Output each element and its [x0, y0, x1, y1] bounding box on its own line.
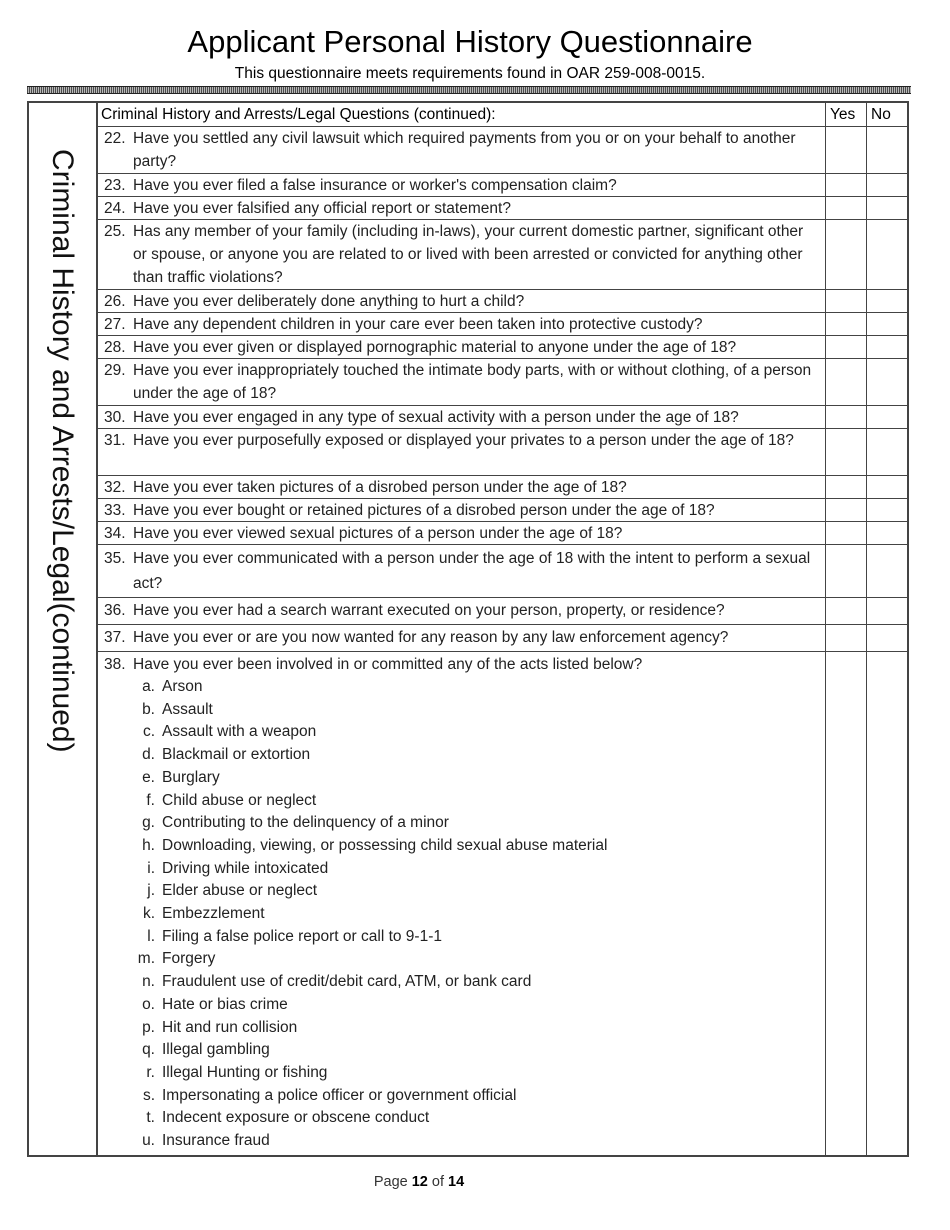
- question-text: Have you ever bought or retained pictures of a disrobed person under the age of 18?: [133, 502, 715, 519]
- acts-list: [104, 676, 818, 1153]
- list-item: g. Contributing to the delinquency of a minor: [142, 814, 449, 832]
- question-number: 36.: [104, 602, 126, 619]
- list-item: i. Driving while intoxicated: [147, 859, 329, 877]
- list-item: c. Assault with a weapon: [142, 723, 317, 741]
- yes-column-header: Yes: [830, 106, 856, 123]
- question-number: 22.: [104, 130, 126, 147]
- question-row-28[interactable]: [98, 336, 907, 359]
- list-item: f. Child abuse or neglect: [146, 791, 317, 809]
- list-item: s. Impersonating a police officer or government official: [142, 1086, 517, 1104]
- question-row-37[interactable]: [98, 625, 907, 652]
- table-header-row: [98, 103, 907, 127]
- question-number: 25.: [104, 223, 126, 240]
- question-text: Has any member of your family (including in-laws), your current domestic partner, significant other or spouse, or anyone you are related to or lived with been arrested or convicted for anything other than traffic violations?: [133, 223, 804, 286]
- question-text: Have you settled any civil lawsuit which required payments from you or on your behalf to another party?: [133, 130, 796, 170]
- list-item: q. Illegal gambling: [142, 1041, 270, 1059]
- no-column-header: No: [871, 106, 891, 123]
- question-row-35[interactable]: [98, 545, 907, 598]
- of-word: of: [431, 1174, 444, 1190]
- list-item: d. Blackmail or extortion: [142, 746, 311, 764]
- header-divider: [27, 86, 911, 94]
- question-text: Have you ever inappropriately touched the intimate body parts, with or without clothing, of a person under the age of 18?: [133, 362, 812, 402]
- question-text: Have you ever communicated with a person under the age of 18 with the intent to perform a sexual act?: [133, 550, 811, 592]
- question-text: Have you ever deliberately done anything to hurt a child?: [133, 293, 525, 310]
- document-title: Applicant Personal History Questionnaire: [187, 24, 753, 59]
- current-page-number: 12: [411, 1174, 428, 1190]
- list-item: b. Assault: [142, 700, 213, 718]
- question-number: 28.: [104, 339, 126, 356]
- question-row-22[interactable]: [98, 127, 907, 174]
- question-row-29[interactable]: [98, 359, 907, 406]
- question-row-24[interactable]: [98, 197, 907, 220]
- questions-table: [98, 103, 907, 1155]
- no-column-divider: [866, 103, 867, 1155]
- list-item: n. Fraudulent use of credit/debit card, ATM, or bank card: [142, 973, 532, 991]
- question-number: 35.: [104, 550, 126, 567]
- question-text: Have you ever given or displayed pornographic material to anyone under the age of 18?: [133, 339, 737, 356]
- questionnaire-form: [27, 101, 909, 1157]
- page-footer: [0, 1174, 838, 1190]
- question-number: 24.: [104, 200, 126, 217]
- yes-column-divider: [825, 103, 826, 1155]
- question-number: 29.: [104, 362, 126, 379]
- question-text: Have you ever filed a false insurance or worker's compensation claim?: [133, 177, 617, 194]
- list-item: p. Hit and run collision: [142, 1018, 298, 1036]
- question-row-23[interactable]: [98, 174, 907, 197]
- question-number: 23.: [104, 177, 126, 194]
- question-text: Have you ever been involved in or committed any of the acts listed below?: [133, 656, 643, 673]
- question-row-27[interactable]: [98, 313, 907, 336]
- question-number: 27.: [104, 316, 126, 333]
- question-row-36[interactable]: [98, 598, 907, 625]
- list-item: e. Burglary: [142, 768, 220, 786]
- question-row-38[interactable]: [98, 652, 907, 1152]
- list-item: r. Illegal Hunting or fishing: [146, 1063, 328, 1081]
- list-item: o. Hate or bias crime: [142, 995, 288, 1013]
- list-item: t. Indecent exposure or obscene conduct: [146, 1109, 430, 1127]
- question-text: Have you ever or are you now wanted for any reason by any law enforcement agency?: [133, 629, 729, 646]
- page-word: Page: [373, 1174, 408, 1190]
- question-row-33[interactable]: [98, 499, 907, 522]
- question-number: 26.: [104, 293, 126, 310]
- question-text: Have you ever engaged in any type of sexual activity with a person under the age of 18?: [133, 409, 739, 426]
- question-number: 38.: [104, 656, 126, 673]
- question-text: Have you ever viewed sexual pictures of a person under the age of 18?: [133, 525, 623, 542]
- total-pages-number: 14: [448, 1174, 465, 1190]
- question-number: 34.: [104, 525, 126, 542]
- list-item: l. Filing a false police report or call to 9-1-1: [147, 927, 442, 945]
- list-item: u. Insurance fraud: [142, 1132, 270, 1150]
- section-heading: Criminal History and Arrests/Legal Questions (continued):: [101, 106, 496, 123]
- question-text: Have any dependent children in your care ever been taken into protective custody?: [133, 316, 703, 333]
- question-text: Have you ever falsified any official report or statement?: [133, 200, 511, 217]
- question-text: Have you ever purposefully exposed or displayed your privates to a person under the age of 18?: [133, 432, 794, 449]
- question-number: 33.: [104, 502, 126, 519]
- question-row-26[interactable]: [98, 290, 907, 313]
- document-subtitle: This questionnaire meets requirements found in OAR 259-008-0015.: [234, 65, 706, 82]
- section-side-label: Criminal History and Arrests/Legal(continued): [46, 149, 79, 753]
- question-row-25[interactable]: [98, 220, 907, 290]
- list-item: m. Forgery: [137, 950, 216, 968]
- question-row-34[interactable]: [98, 522, 907, 545]
- question-row-31[interactable]: [98, 429, 907, 476]
- question-row-30[interactable]: [98, 406, 907, 429]
- question-number: 30.: [104, 409, 126, 426]
- question-text: Have you ever had a search warrant executed on your person, property, or residence?: [133, 602, 725, 619]
- question-number: 32.: [104, 479, 126, 496]
- question-row-32[interactable]: [98, 476, 907, 499]
- list-item: j. Elder abuse or neglect: [147, 882, 318, 900]
- question-text: Have you ever taken pictures of a disrobed person under the age of 18?: [133, 479, 627, 496]
- question-number: 37.: [104, 629, 126, 646]
- list-item: h. Downloading, viewing, or possessing child sexual abuse material: [142, 836, 608, 854]
- question-number: 31.: [104, 432, 126, 449]
- list-item: a. Arson: [142, 678, 203, 695]
- section-side-panel: [29, 103, 98, 1155]
- list-item: k. Embezzlement: [142, 905, 265, 923]
